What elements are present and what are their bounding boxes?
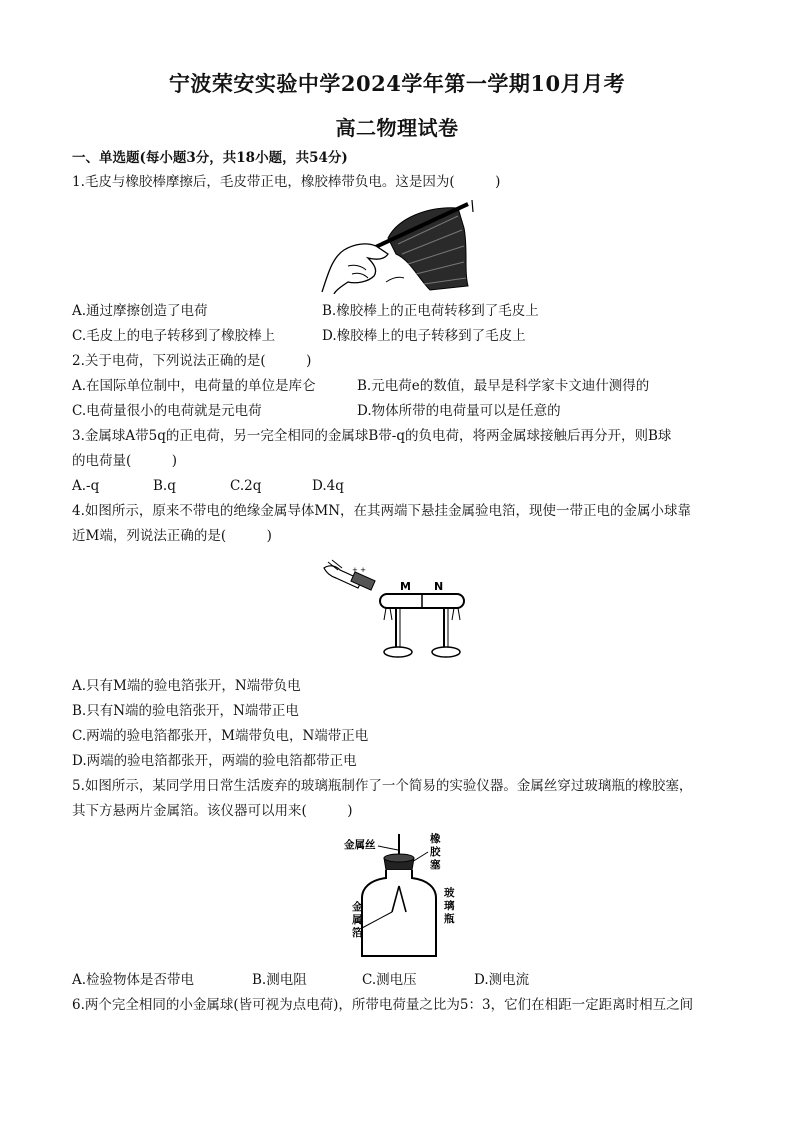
- svg-text:+ +: + +: [352, 566, 366, 574]
- question-5-stem-line-2: 其下方悬两片金属箔。该仪器可以用来( ): [72, 803, 353, 819]
- question-3-option-c: C.2q: [230, 478, 262, 494]
- question-1-option-c: C.毛皮上的电子转移到了橡胶棒上: [72, 328, 276, 344]
- question-1-stem: 1.毛皮与橡胶棒摩擦后，毛皮带正电，橡胶棒带负电。这是因为( ): [72, 174, 501, 190]
- question-3-stem-line-1: 3.金属球A带5q的正电荷，另一完全相同的金属球B带-q的负电荷，将两金属球接触后再分开，则B球: [72, 428, 672, 444]
- label-metal-foil: 金属箔: [352, 901, 363, 939]
- label-bottle: 玻璃瓶: [444, 887, 455, 925]
- question-4-option-d: D.两端的验电箔都张开，两端的验电箔都带正电: [72, 753, 357, 769]
- label-m: M: [400, 580, 411, 593]
- fur-rubber-rod-figure: [318, 198, 478, 294]
- exam-title: 宁波荣安实验中学2024学年第一学期10月月考: [168, 71, 626, 96]
- question-5-option-c: C.测电压: [362, 972, 417, 988]
- foil-n: [452, 608, 460, 620]
- question-2-option-c: C.电荷量很小的电荷就是元电荷: [72, 403, 262, 419]
- question-4-option-b: B.只有N端的验电箔张开，N端带正电: [72, 703, 299, 719]
- question-4-option-c: C.两端的验电箔都张开，M端带负电，N端带正电: [72, 728, 369, 744]
- label-metal-wire: 金属丝: [344, 839, 376, 851]
- section-heading: 一、单选题(每小题3分，共18小题，共54分): [72, 150, 348, 166]
- question-5-option-b: B.测电阻: [252, 972, 307, 988]
- question-4-stem-line-1: 4.如图所示，原来不带电的绝缘金属导体MN，在其两端下悬挂金属验电箔，现使一带正电的金属小球靠: [72, 503, 692, 519]
- stand-base-right: [432, 647, 460, 657]
- conductor-mn-figure: [322, 558, 468, 662]
- question-4-stem-line-2: 近M端，列说法正确的是( ): [72, 528, 272, 544]
- stand-base-left: [384, 647, 412, 657]
- bottle-electroscope-figure: [340, 828, 470, 962]
- question-2-option-a: A.在国际单位制中，电荷量的单位是库仑: [72, 378, 316, 394]
- question-4-option-a: A.只有M端的验电箔张开，N端带负电: [72, 678, 301, 694]
- label-stopper: 橡胶塞: [430, 833, 441, 871]
- question-2-option-b: B.元电荷e的数值，最早是科学家卡文迪什测得的: [357, 378, 650, 394]
- question-5-option-d: D.测电流: [474, 972, 530, 988]
- question-3-option-a: A.-q: [72, 478, 100, 494]
- label-n: N: [434, 580, 444, 593]
- question-5-option-a: A.检验物体是否带电: [72, 972, 195, 988]
- charged-ball-rod: [351, 572, 375, 590]
- question-1-option-d: D.橡胶棒上的电子转移到了毛皮上: [322, 328, 526, 344]
- question-5-stem-line-1: 5.如图所示，某同学用日常生活废弃的玻璃瓶制作了一个简易的实验仪器。金属丝穿过玻璃瓶的橡胶塞，: [72, 778, 693, 794]
- question-6-stem-line-1: 6.两个完全相同的小金属球(皆可视为点电荷)，所带电荷量之比为5：3，它们在相距一定距离时相互之间: [72, 997, 694, 1013]
- question-3-option-b: B.q: [153, 478, 176, 494]
- question-1-option-a: A.通过摩擦创造了电荷: [72, 303, 208, 319]
- foil-m: [384, 608, 392, 620]
- question-2-option-d: D.物体所带的电荷量可以是任意的: [357, 403, 561, 419]
- question-3-stem-line-2: 的电荷量( ): [72, 453, 178, 469]
- hand-outline: [322, 244, 388, 294]
- question-2-stem: 2.关于电荷，下列说法正确的是( ): [72, 353, 312, 369]
- exam-subtitle: 高二物理试卷: [335, 116, 459, 140]
- glass-bottle: [362, 870, 436, 956]
- question-3-option-d: D.4q: [312, 478, 344, 494]
- question-1-option-b: B.橡胶棒上的正电荷转移到了毛皮上: [322, 303, 539, 319]
